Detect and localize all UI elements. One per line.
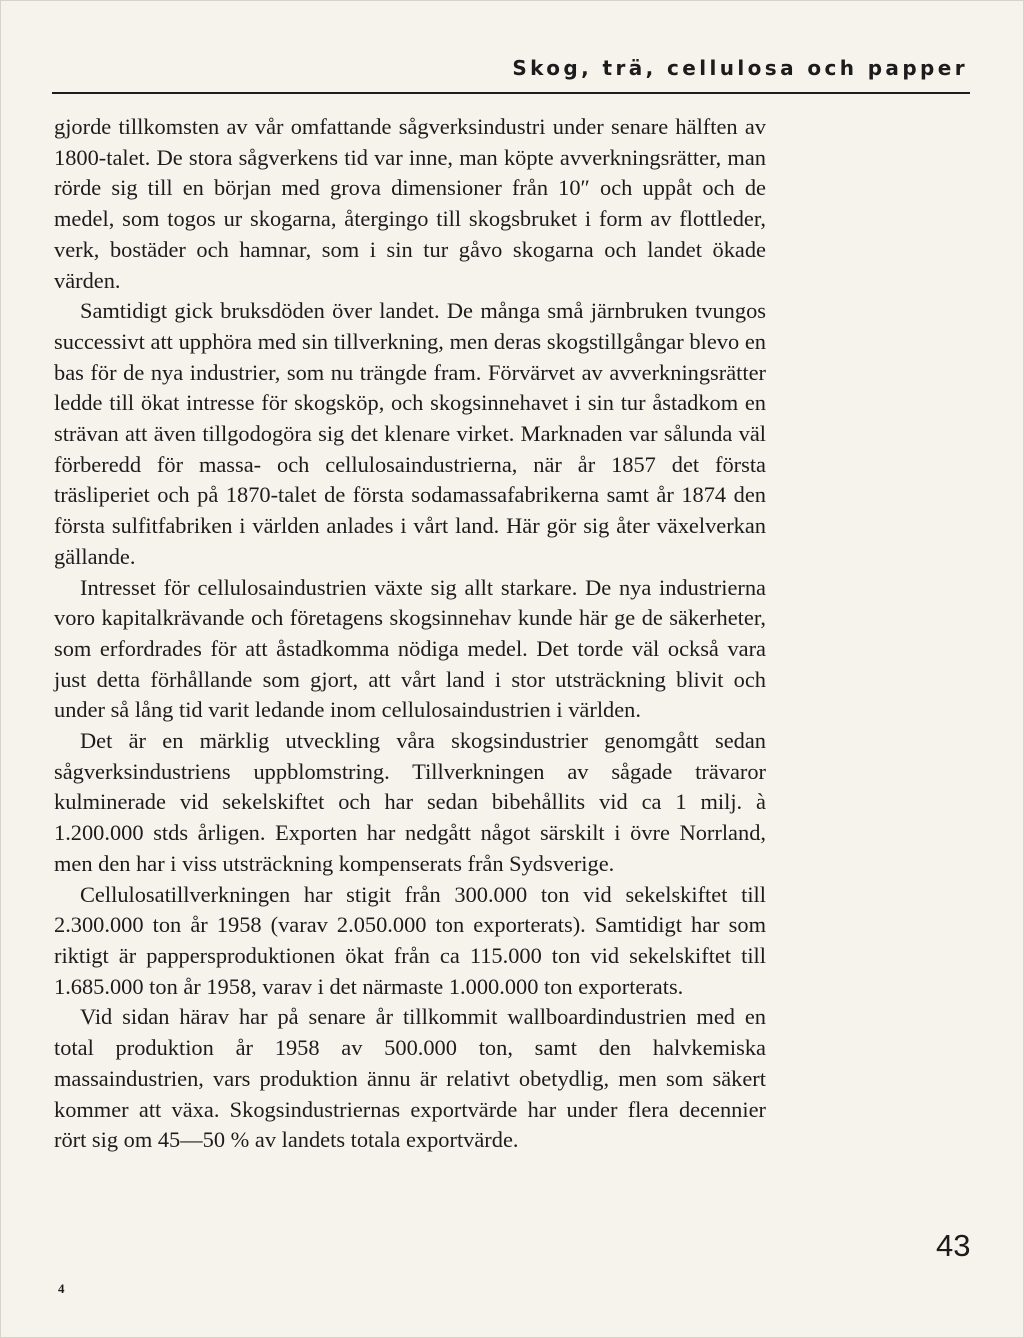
signature-mark: 4: [58, 1281, 65, 1296]
header-rule: [52, 92, 970, 94]
paragraph-1: gjorde tillkomsten av vår omfattande sågverksindustri under senare hälften av 1800-talet. De stora sågverkens tid var inne, man köpte avverkningsrätter, man rörde sig till en början med grova dimensioner från 10″ och uppåt och de medel, som togos ur skogarna, återgingo till skogsbruket i form av flottleder, verk, bostäder och hamnar, som i sin tur gåvo skogarna och landet ökade värden.: [54, 114, 766, 293]
paragraph-3: Intresset för cellulosaindustrien växte sig allt starkare. De nya industrierna voro kapitalkrävande och företagens skogsinnehav kunde här ge de säkerheter, som erfordrades för att åstadkomma nödiga medel. Det torde väl också vara just detta förhållande som gjort, att vårt land i stor utsträckning blivit och under så lång tid varit ledande inom cellulosaindustrien i världen.: [54, 574, 766, 723]
paragraph-5: Cellulosatillverkningen har stigit från 300.000 ton vid sekelskiftet till 2.300.000 ton år 1958 (varav 2.050.000 ton exporterats). Samtidigt har som riktigt är pappersproduktionen ökat från ca 115.000 ton vid sekelskiftet till 1.685.000 ton år 1958, varav i det närmaste 1.000.000 ton exporterats.: [54, 881, 766, 999]
body-text: [54, 112, 766, 1156]
paragraph-2: Samtidigt gick bruksdöden över landet. De många små järnbruken tvungos successivt att upphöra med sin tillverkning, men deras skogstillgångar blevo en bas för de nya industrier, som nu trängde fram. Förvärvet av avverkningsrätter ledde till ökat intresse för skogsköp, och skogsinnehavet i sin tur åstadkom en strävan att även tillgodogöra sig det klenare virket. Marknaden var sålunda väl förberedd för massa- och cellulosaindustrierna, när år 1857 det första träsliperiet och på 1870-talet de första sodamassafabrikerna samt år 1874 den första sulfitfabriken i världen anlades i vårt land. Här gör sig åter växelverkan gällande.: [54, 298, 766, 569]
running-head: Skog, trä, cellulosa och papper: [512, 56, 968, 80]
paragraph-6: Vid sidan härav har på senare år tillkommit wallboardindustrien med en total produktion år 1958 av 500.000 ton, samt den halvkemiska massaindustrien, vars produktion ännu är relativt obetydlig, men som säkert kommer att växa. Skogsindustriernas exportvärde har under flera decennier rört sig om 45—50 % av landets totala exportvärde.: [54, 1004, 766, 1153]
paragraph-4: Det är en märklig utveckling våra skogsindustrier genomgått sedan sågverksindustriens uppblomstring. Tillverkningen av sågade trävaror kulminerade vid sekelskiftet och har sedan bibehållits vid ca 1 milj. à 1.200.000 stds årligen. Exporten har nedgått något särskilt i övre Norrland, men den har i viss utsträckning kompenserats från Sydsverige.: [54, 728, 766, 876]
page-number: 43: [936, 1228, 971, 1263]
